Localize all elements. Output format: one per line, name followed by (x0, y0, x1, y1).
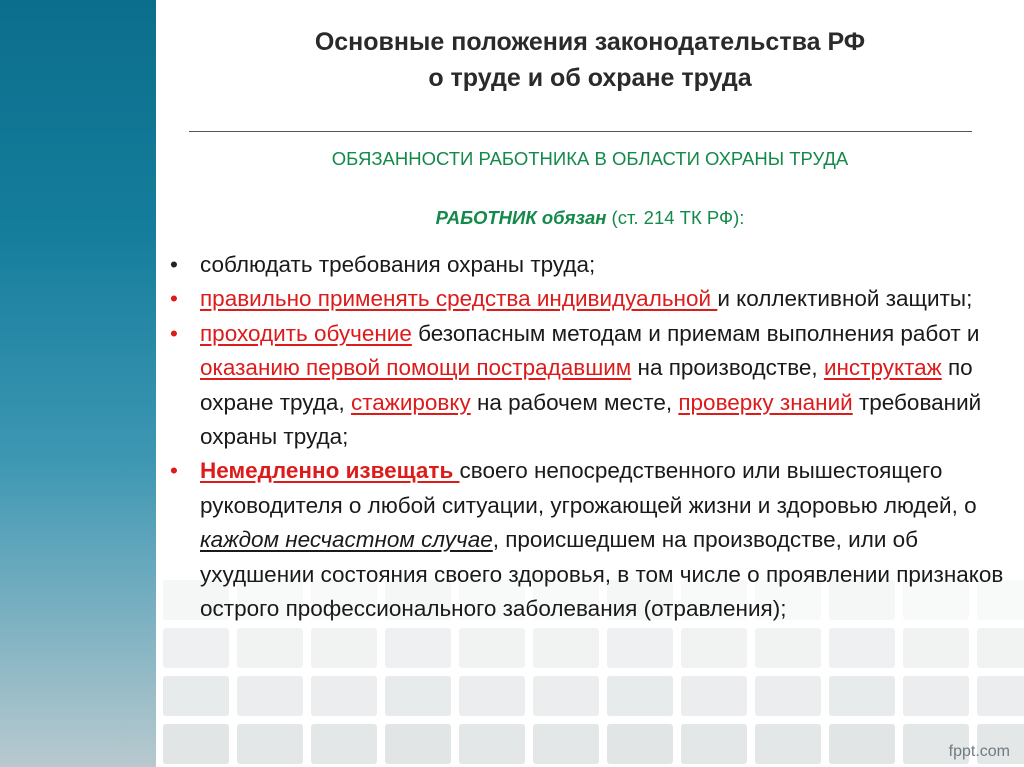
section-heading: ОБЯЗАННОСТИ РАБОТНИКА В ОБЛАСТИ ОХРАНЫ ТРУДА (331, 148, 849, 169)
duty-emphasis: каждом несчастном случае (200, 527, 493, 553)
duty-highlight: правильно применять средства индивидуальной (200, 286, 718, 312)
intro-line (160, 207, 1020, 229)
duty-highlight: оказанию первой помощи пострадавшим (200, 355, 632, 381)
duty-highlight: проходить обучение (200, 320, 412, 346)
list-item (170, 282, 1020, 316)
duty-highlight: инструктаж (823, 355, 942, 381)
duty-text: требований охраны труда; (200, 389, 982, 450)
duty-text: на рабочем месте, (470, 389, 679, 415)
duty-text: своего непосредственного или вышестоящего руководителя о любой ситуации, угрожающей жизни и здоровью людей, о (200, 458, 977, 518)
slide-title-line-2: о труде и об охране труда (428, 64, 752, 92)
duty-highlight: проверку знаний (678, 389, 853, 415)
intro-reference: (ст. 214 ТК РФ): (606, 207, 745, 228)
duty-text: соблюдать требования охраны труда; (200, 252, 596, 277)
list-item (170, 248, 1020, 282)
bullet: • (170, 458, 178, 484)
duty-text: и коллективной защиты; (717, 286, 973, 312)
duties-list (170, 248, 1020, 626)
duty-text: по охране труда, (200, 355, 973, 415)
watermark-text: fppt.com (948, 743, 1010, 760)
duty-highlight: Немедленно извещать (200, 458, 460, 484)
title-divider (189, 131, 972, 132)
list-item (170, 454, 1020, 626)
slide-title-line-1: Основные положения законодательства РФ (314, 28, 866, 56)
list-item (170, 317, 1020, 455)
bullet: • (170, 286, 178, 312)
bullet: • (170, 320, 178, 346)
duty-text: , происшедшем на производстве, или об ухудшении состояния своего здоровья, в том числе о проявлении признаков острого профессионального заболевания (отравления); (200, 527, 1004, 622)
duty-text: на производстве, (631, 355, 824, 381)
duty-highlight: стажировку (350, 389, 471, 415)
left-decorative-band (0, 0, 163, 767)
slide-title (160, 24, 1020, 96)
bullet: • (170, 252, 178, 277)
duty-text: безопасным методам и приемам выполнения работ и (411, 320, 980, 346)
intro-strong: РАБОТНИК обязан (435, 207, 607, 228)
